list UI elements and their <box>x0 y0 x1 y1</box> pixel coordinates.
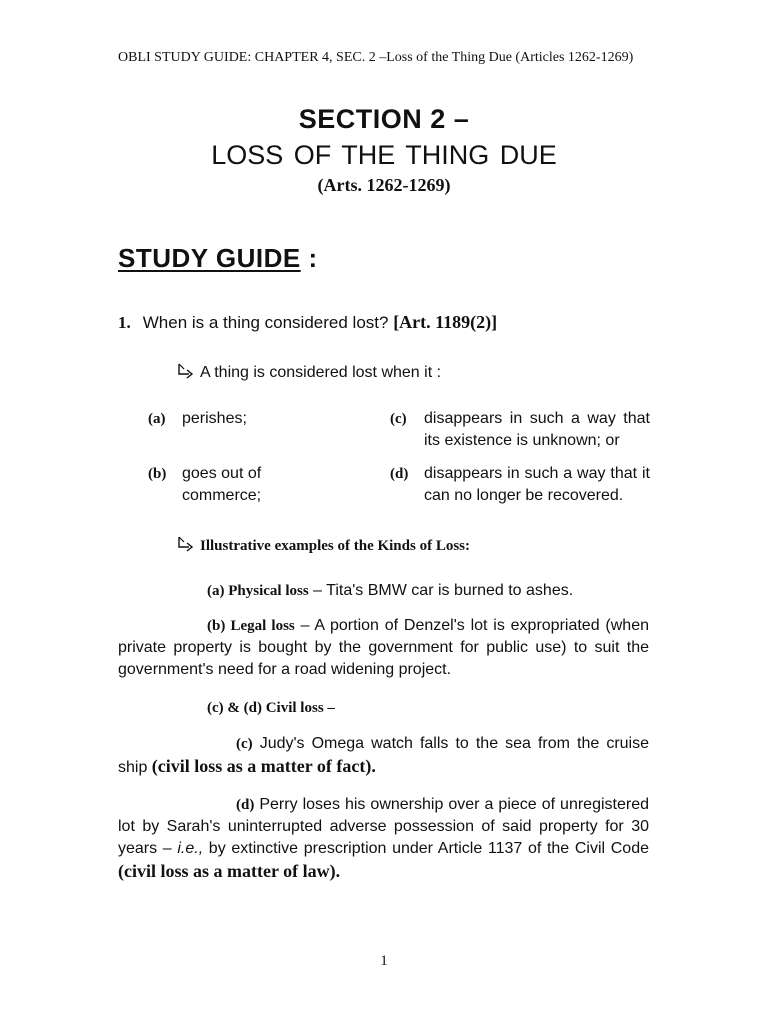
section-subtitle: LOSS OF THE THING DUE <box>211 140 557 170</box>
civil-fact-text: Judy's Omega watch falls to the sea from the cruise ship <box>118 735 649 776</box>
civil-fact-emphasis: (civil loss as a matter of fact) <box>151 756 372 776</box>
physical-loss-label: (a) Physical loss <box>207 583 309 599</box>
physical-loss-text: – Tita's BMW car is burned to ashes. <box>308 582 574 599</box>
civil-fact-end: . <box>371 756 376 776</box>
civil-loss-law-example <box>118 794 649 884</box>
option-text: goes out of commerce; <box>182 465 262 504</box>
lost-intro <box>176 362 441 382</box>
examples-heading <box>176 535 470 555</box>
lost-intro-text: A thing is considered lost when it : <box>200 364 442 381</box>
option-text: perishes; <box>182 410 247 427</box>
civil-fact-label: (c) <box>236 736 253 752</box>
study-guide-heading <box>118 243 318 274</box>
civil-law-end: . <box>335 861 341 881</box>
option-text: disappears in such a way that its existence is unknown; or <box>424 410 650 449</box>
option-text: disappears in such a way that it can no longer be recovered. <box>424 465 650 504</box>
study-guide-label: STUDY GUIDE <box>118 243 301 273</box>
civil-loss-fact-example <box>118 733 649 779</box>
civil-loss-label: (c) & (d) Civil loss – <box>207 700 335 716</box>
legal-loss-label: (b) Legal loss <box>207 618 295 634</box>
question-1 <box>118 312 497 333</box>
question-number: 1. <box>118 313 131 332</box>
civil-law-ie: i.e., <box>177 840 204 857</box>
option-d <box>390 463 652 509</box>
section-title: SECTION 2 – <box>298 104 470 134</box>
option-a <box>148 408 348 432</box>
study-guide-colon: : <box>300 243 318 273</box>
civil-loss-heading <box>207 697 607 719</box>
civil-law-text: Perry loses his ownership over a piece of unregistered lot by Sarah's uninterrupted adverse possession of said property for 30 years – <box>118 796 649 857</box>
option-label: (c) <box>390 411 407 427</box>
option-label: (d) <box>390 466 409 482</box>
civil-law-emphasis: (civil loss as a matter of law) <box>118 861 336 881</box>
option-c <box>390 408 652 454</box>
examples-heading-text: Illustrative examples of the Kinds of Loss: <box>200 538 470 554</box>
page-number: 1 <box>380 953 388 969</box>
civil-law-label: (d) <box>236 797 255 813</box>
section-articles: (Arts. 1262-1269) <box>317 175 451 195</box>
legal-loss-text: – A portion of Denzel's lot is expropriated (when private property is bought by the government for public use) to suit the government's need for a road widening project. <box>118 617 649 678</box>
option-label: (b) <box>148 466 167 482</box>
civil-law-text-2: by extinctive prescription under Article 1137 of the Civil Code <box>203 840 649 857</box>
hook-arrow-icon <box>176 535 196 553</box>
option-b <box>148 463 348 509</box>
legal-loss-example <box>118 615 649 681</box>
hook-arrow-icon <box>176 362 196 380</box>
question-reference: [Art. 1189(2)] <box>393 312 498 332</box>
physical-loss-example <box>207 580 657 602</box>
option-label: (a) <box>148 411 166 427</box>
page-header: OBLI STUDY GUIDE: CHAPTER 4, SEC. 2 –Loss of the Thing Due (Articles 1262-1269) <box>118 50 634 65</box>
question-text: When is a thing considered lost? <box>142 313 389 332</box>
